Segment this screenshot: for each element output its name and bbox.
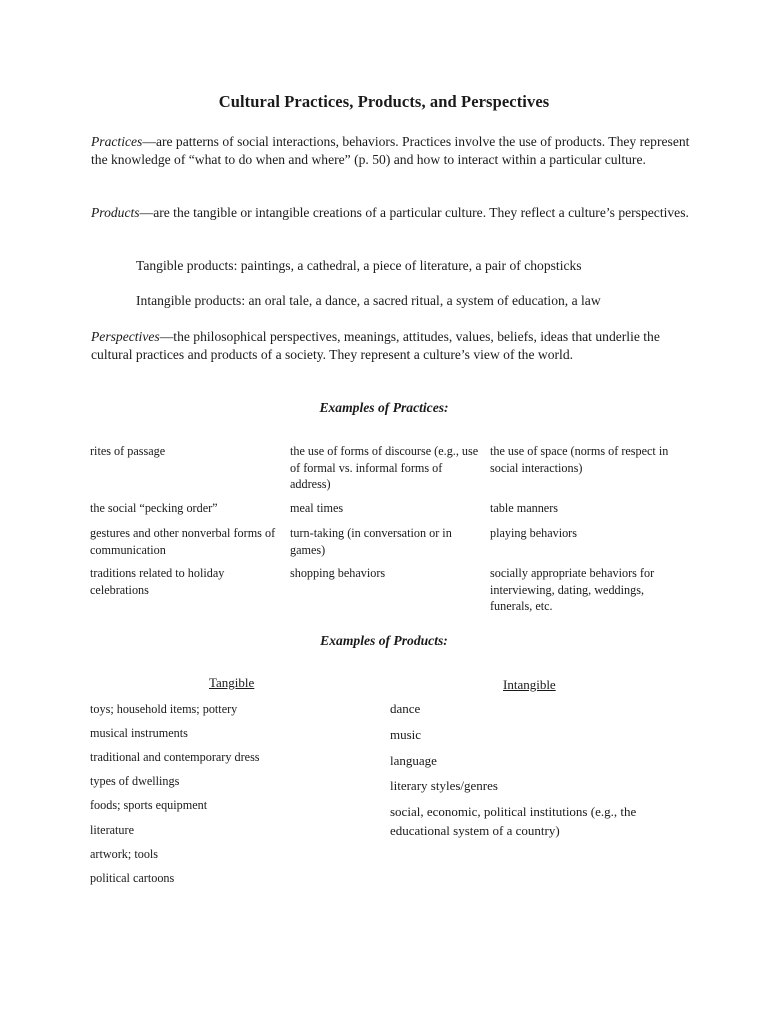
examples-products-heading: Examples of Products: (320, 633, 448, 648)
list-item: types of dwellings (90, 774, 180, 788)
practice-cell: meal times (290, 501, 344, 515)
practices-definition: —are patterns of social interactions, behaviors. Practices involve the use of products. They represent the knowledge of “what to do when and where” (p. 50) and how to interact within a particular culture. (91, 134, 690, 167)
practice-cell: the use of space (norms of respect in social interactions) (490, 444, 669, 475)
list-item: language (390, 753, 437, 768)
practice-cell: traditions related to holiday celebrations (90, 566, 225, 597)
practice-cell: table manners (490, 501, 559, 515)
list-item: traditional and contemporary dress (90, 750, 260, 764)
page-title: Cultural Practices, Products, and Perspectives (218, 92, 550, 111)
practice-cell: shopping behaviors (290, 566, 386, 580)
perspectives-term: Perspectives (91, 329, 160, 344)
perspectives-paragraph (91, 328, 691, 363)
practice-cell: turn-taking (in conversation or in games) (290, 526, 452, 557)
practice-cell: rites of passage (90, 444, 166, 458)
tangible-products-line: Tangible products: paintings, a cathedral, a piece of literature, a pair of chopsticks (136, 258, 582, 273)
tangible-heading: Tangible (209, 675, 255, 690)
list-item: dance (390, 701, 421, 716)
products-paragraph (91, 204, 691, 222)
practice-cell: the social “pecking order” (90, 501, 218, 515)
list-item: political cartoons (90, 871, 175, 885)
perspectives-definition: —the philosophical perspectives, meanings, attitudes, values, beliefs, ideas that underlie the cultural practices and products of a society. They represent a culture’s view of the world. (91, 329, 660, 362)
list-item: artwork; tools (90, 847, 159, 861)
list-item: musical instruments (90, 726, 188, 740)
practice-cell: the use of forms of discourse (e.g., use of formal vs. informal forms of address) (290, 444, 479, 491)
practices-term: Practices (91, 134, 143, 149)
list-item: literary styles/genres (390, 778, 498, 793)
practice-cell: socially appropriate behaviors for interviewing, dating, weddings, funerals, etc. (490, 566, 655, 613)
practice-cell: gestures and other nonverbal forms of communication (90, 526, 276, 557)
products-term: Products (91, 205, 140, 220)
intangible-heading: Intangible (503, 677, 556, 692)
examples-practices-heading: Examples of Practices: (319, 400, 449, 415)
list-item: toys; household items; pottery (90, 702, 238, 716)
list-item: literature (90, 823, 134, 837)
list-item: social, economic, political institutions (e.g., the educational system of a country) (390, 804, 637, 838)
products-definition: —are the tangible or intangible creations of a particular culture. They reflect a culture’s perspectives. (139, 205, 689, 220)
practice-cell: playing behaviors (490, 526, 577, 540)
list-item: music (390, 727, 422, 742)
practices-paragraph (91, 133, 691, 168)
intangible-products-line: Intangible products: an oral tale, a dance, a sacred ritual, a system of education, a law (136, 293, 601, 308)
list-item: foods; sports equipment (90, 798, 208, 812)
